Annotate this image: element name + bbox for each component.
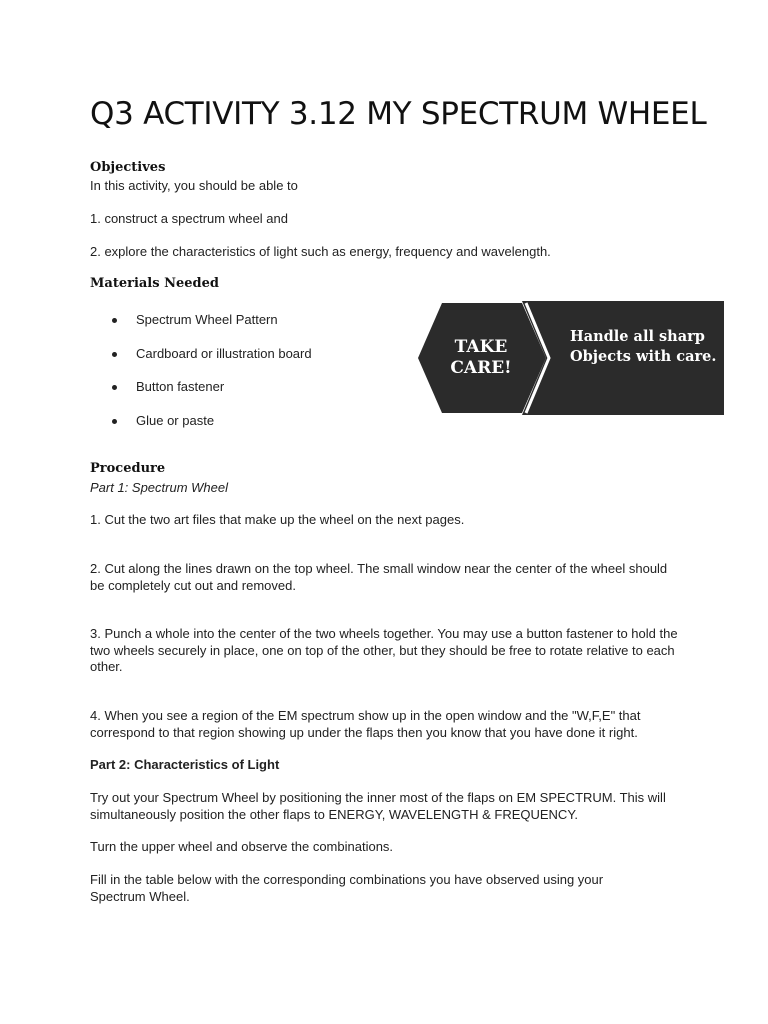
take-care-label: TAKE CARE! [450,337,512,378]
part2-paragraph: Turn the upper wheel and observe the combinations. [90,839,394,854]
objectives-heading: Objectives [90,160,166,175]
take-care-callout [416,301,724,415]
material-item: Spectrum Wheel Pattern [110,312,312,346]
take-care-message: Handle all sharp Objects with care. [570,328,717,365]
materials-heading: Materials Needed [90,276,219,291]
material-item: Button fastener [110,379,312,413]
part1-title: Part 1: Spectrum Wheel [90,480,228,495]
objectives-intro: In this activity, you should be able to [90,178,298,193]
material-item: Glue or paste [110,413,312,447]
part2-title: Part 2: Characteristics of Light [90,757,280,772]
part2-paragraph: Fill in the table below with the corresponding combinations you have observed using your Spectrum Wheel. [90,872,604,904]
procedure-heading: Procedure [90,461,166,476]
material-item: Cardboard or illustration board [110,346,312,380]
page-title: Q3 ACTIVITY 3.12 MY SPECTRUM WHEEL [90,96,707,132]
objective-item: 2. explore the characteristics of light such as energy, frequency and wavelength. [90,244,551,259]
procedure-step: 1. Cut the two art files that make up the wheel on the next pages. [90,512,465,527]
part2-paragraph: Try out your Spectrum Wheel by positioning the inner most of the flaps on EM SPECTRUM. This will simultaneously position the other flaps to ENERGY, WAVELENGTH & FREQUENCY. [90,790,666,822]
procedure-step: 4. When you see a region of the EM spectrum show up in the open window and the "W,F,E" that correspond to that region showing up under the flaps then you know that you have done it right. [90,708,641,740]
objective-item: 1. construct a spectrum wheel and [90,211,288,226]
materials-list [110,312,312,447]
procedure-step: 3. Punch a whole into the center of the two wheels together. You may use a button fastener to hold the two wheels securely in place, one on top of the other, but they should be free to rotate relative to each other. [90,626,678,674]
procedure-step: 2. Cut along the lines drawn on the top wheel. The small window near the center of the wheel should be completely cut out and removed. [90,561,668,593]
